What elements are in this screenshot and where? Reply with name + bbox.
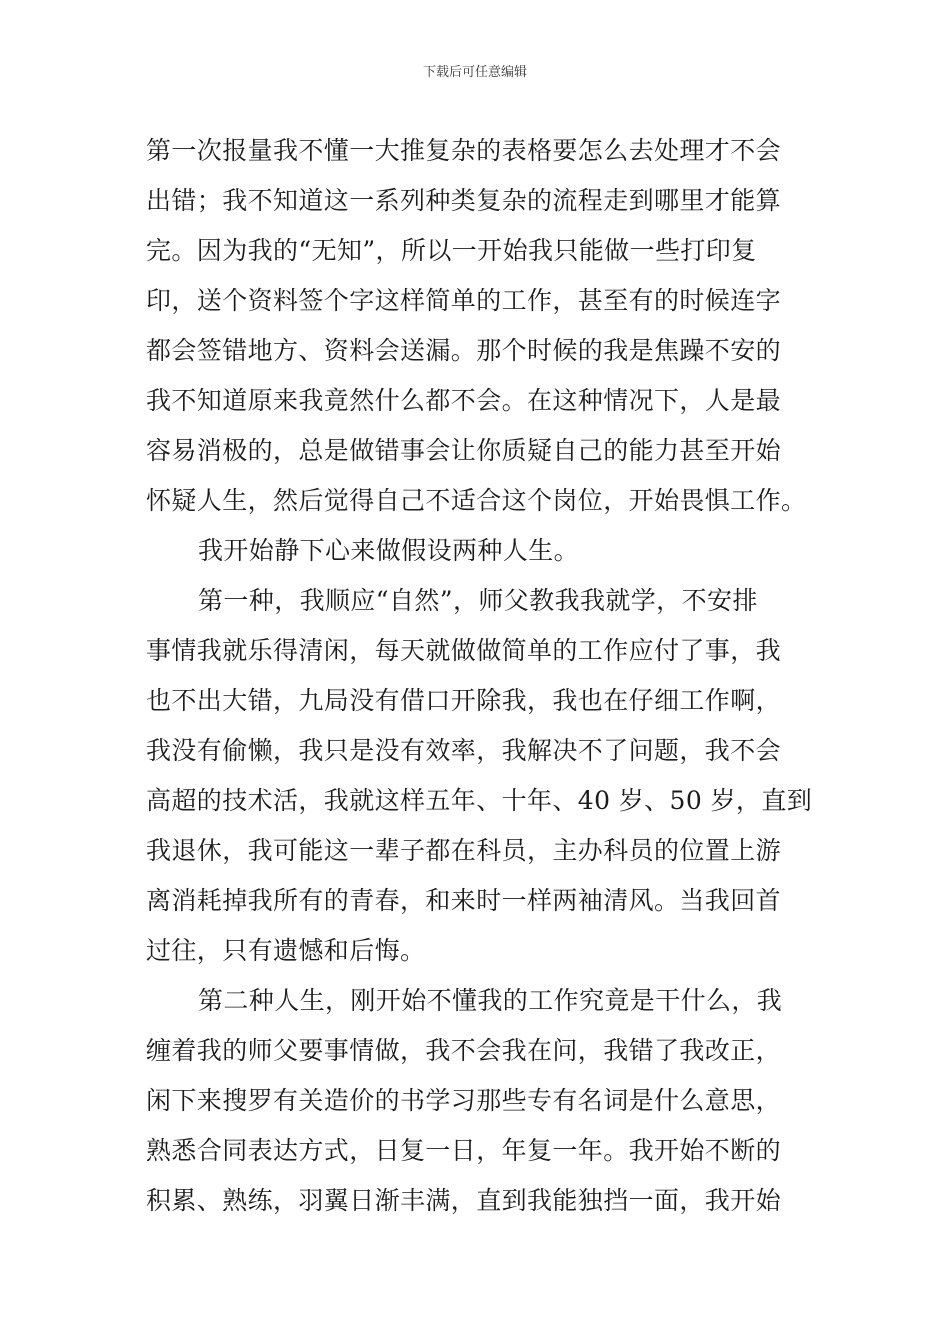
text-line: 缠着我的师父要事情做，我不会我在问，我错了我改正， — [146, 1036, 782, 1065]
text-line: 闲下来搜罗有关造价的书学习那些专有名词是什么意思， — [146, 1086, 782, 1115]
text-line: 完。因为我的“无知”，所以一开始我只能做一些打印复 — [146, 236, 757, 265]
text-line: 离消耗掉我所有的青春，和来时一样两袖清风。当我回首 — [146, 886, 782, 915]
text-line: 过往，只有遗憾和后悔。 — [146, 936, 426, 965]
text-line: 怀疑人生，然后觉得自己不适合这个岗位，开始畏惧工作。 — [146, 486, 807, 515]
text-line: 我没有偷懒，我只是没有效率，我解决不了问题，我不会 — [146, 736, 782, 765]
text-line: 第二种人生，刚开始不懂我的工作究竟是干什么，我 — [198, 986, 783, 1015]
text-line: 也不出大错，九局没有借口开除我，我也在仔细工作啊， — [146, 686, 782, 715]
text-line: 我不知道原来我竟然什么都不会。在这种情况下，人是最 — [146, 386, 782, 415]
text-line: 都会签错地方、资料会送漏。那个时候的我是焦躁不安的 — [146, 336, 782, 365]
text-line: 第一种，我顺应“自然”，师父教我我就学，不安排 — [198, 586, 758, 615]
text-line: 熟悉合同表达方式，日复一日，年复一年。我开始不断的 — [146, 1136, 782, 1165]
text-line: 出错；我不知道这一系列种类复杂的流程走到哪里才能算 — [146, 186, 782, 215]
body-text — [146, 126, 811, 1226]
header-note: 下载后可任意编辑 — [422, 65, 527, 80]
text-line: 容易消极的，总是做错事会让你质疑自己的能力甚至开始 — [146, 436, 782, 465]
text-line: 我退休，我可能这一辈子都在科员，主办科员的位置上游 — [146, 836, 782, 865]
text-line: 我开始静下心来做假设两种人生。 — [198, 536, 580, 565]
text-line: 第一次报量我不懂一大推复杂的表格要怎么去处理才不会 — [146, 136, 782, 165]
text-line: 事情我就乐得清闲，每天就做做简单的工作应付了事，我 — [146, 636, 782, 665]
text-line: 高超的技术活，我就这样五年、十年、40 岁、50 岁，直到 — [146, 786, 813, 815]
text-line: 印，送个资料签个字这样简单的工作，甚至有的时候连字 — [146, 286, 782, 315]
text-line: 积累、熟练，羽翼日渐丰满，直到我能独挡一面，我开始 — [146, 1186, 782, 1215]
